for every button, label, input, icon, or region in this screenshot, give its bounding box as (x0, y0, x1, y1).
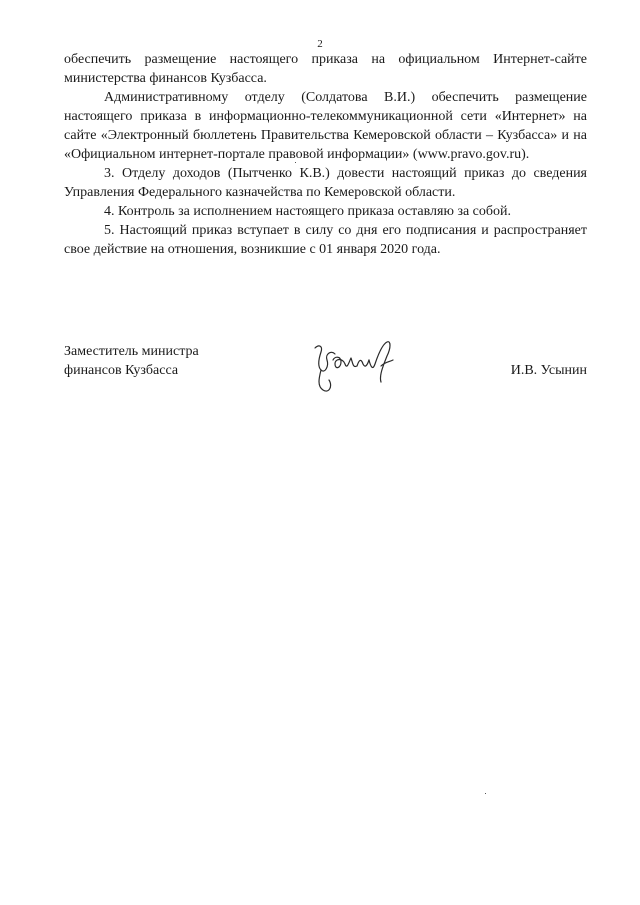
paragraph-admin-department: Административному отделу (Солдатова В.И.) обеспечить размещение настоящего приказа в информационно-телекоммуникационной сети «Интернет» на сайте «Электронный бюллетень Правительства Кемеровской области – Кузбасса» и на «Официальном интернет-портале правовой информации» (www.pravo.gov.ru). (64, 90, 587, 162)
signature-block (64, 342, 587, 412)
paragraph-effective-date: 5. Настоящий приказ вступает в силу со дня его подписания и распространяет свое действие на отношения, возникшие с 01 января 2020 года. (64, 223, 587, 257)
page-number: 2 (317, 38, 323, 50)
handwritten-signature (309, 336, 399, 400)
scan-speck (485, 793, 486, 794)
signatory-position-line1: Заместитель министра (64, 344, 199, 359)
paragraph-control: 4. Контроль за исполнением настоящего приказа оставляю за собой. (104, 204, 512, 219)
document-body (64, 50, 587, 259)
signatory-position-line2: финансов Кузбасса (64, 363, 179, 378)
paragraph-continuation: обеспечить размещение настоящего приказа на официальном Интернет-сайте министерства финансов Кузбасса. (64, 52, 587, 86)
signatory-name: И.В. Усынин (510, 363, 587, 378)
scan-speck (295, 162, 296, 163)
paragraph-income-department: 3. Отделу доходов (Пытченко К.В.) довести настоящий приказ до сведения Управления Федерального казначейства по Кемеровской области. (64, 166, 587, 200)
signatory-position (64, 342, 199, 380)
